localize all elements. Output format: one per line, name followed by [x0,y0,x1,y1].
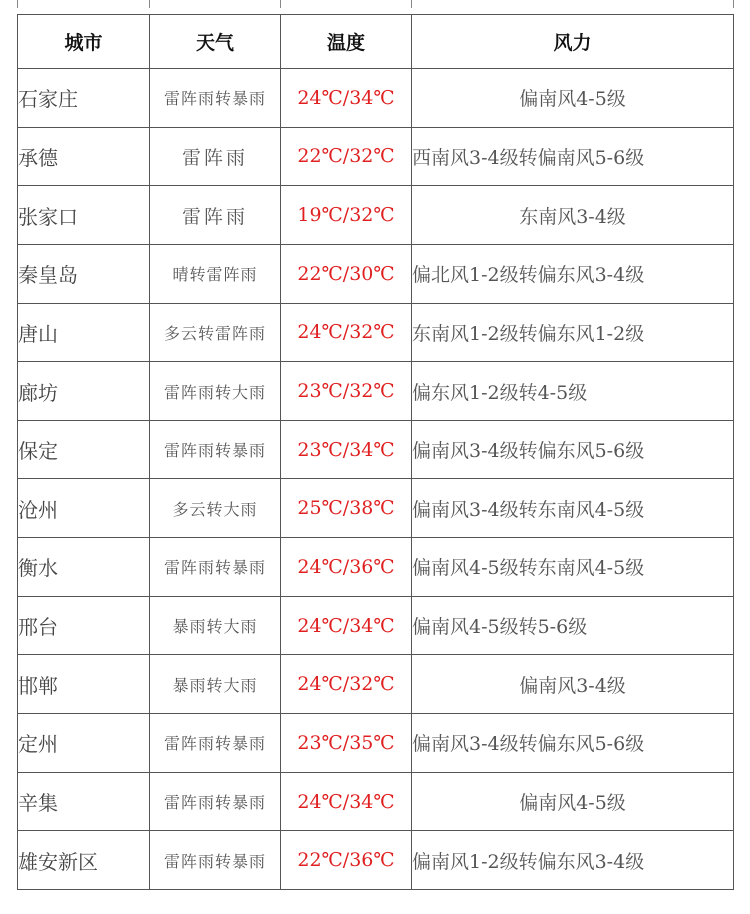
table-row [18,244,734,303]
weather-cell: 多云转雷阵雨 [150,303,281,362]
temperature-cell: 25℃/38℃ [281,479,412,538]
wind-cell: 偏南风4-5级 [412,69,734,128]
wind-cell: 偏南风4-5级转5-6级 [412,596,734,655]
city-cell: 唐山 [18,303,150,362]
wind-cell: 偏南风4-5级转东南风4-5级 [412,538,734,597]
table-row [18,420,734,479]
table-row [18,772,734,831]
weather-cell: 雷阵雨 [150,127,281,186]
header-wind: 风力 [412,15,734,69]
temperature-cell: 24℃/32℃ [281,303,412,362]
city-cell: 沧州 [18,479,150,538]
table-row [18,655,734,714]
previous-table-edge [0,0,750,14]
wind-cell: 偏南风3-4级转东南风4-5级 [412,479,734,538]
table-header-row [18,15,734,69]
city-cell: 定州 [18,714,150,773]
weather-cell: 雷阵雨转暴雨 [150,538,281,597]
weather-cell: 雷阵雨 [150,186,281,245]
wind-cell: 偏南风3-4级转偏东风5-6级 [412,714,734,773]
weather-cell: 暴雨转大雨 [150,596,281,655]
weather-cell: 雷阵雨转暴雨 [150,714,281,773]
city-cell: 秦皇岛 [18,244,150,303]
header-weather: 天气 [150,15,281,69]
city-cell: 邢台 [18,596,150,655]
table-row [18,127,734,186]
wind-cell: 偏南风3-4级转偏东风5-6级 [412,420,734,479]
weather-cell: 雷阵雨转暴雨 [150,69,281,128]
wind-cell: 偏南风4-5级 [412,772,734,831]
city-cell: 张家口 [18,186,150,245]
temperature-cell: 22℃/32℃ [281,127,412,186]
weather-cell: 雷阵雨转暴雨 [150,831,281,890]
table-row [18,596,734,655]
weather-cell: 雷阵雨转暴雨 [150,772,281,831]
temperature-cell: 19℃/32℃ [281,186,412,245]
table-row [18,186,734,245]
weather-cell: 雷阵雨转大雨 [150,362,281,421]
city-cell: 石家庄 [18,69,150,128]
weather-cell: 多云转大雨 [150,479,281,538]
wind-cell: 西南风3-4级转偏南风5-6级 [412,127,734,186]
wind-cell: 偏南风3-4级 [412,655,734,714]
temperature-cell: 23℃/34℃ [281,420,412,479]
city-cell: 承德 [18,127,150,186]
weather-cell: 暴雨转大雨 [150,655,281,714]
city-cell: 保定 [18,420,150,479]
temperature-cell: 23℃/35℃ [281,714,412,773]
city-cell: 邯郸 [18,655,150,714]
wind-cell: 偏南风1-2级转偏东风3-4级 [412,831,734,890]
table-row [18,714,734,773]
header-city: 城市 [18,15,150,69]
temperature-cell: 23℃/32℃ [281,362,412,421]
city-cell: 衡水 [18,538,150,597]
table-row [18,831,734,890]
weather-cell: 晴转雷阵雨 [150,244,281,303]
temperature-cell: 22℃/36℃ [281,831,412,890]
temperature-cell: 24℃/34℃ [281,772,412,831]
temperature-cell: 24℃/36℃ [281,538,412,597]
header-temperature: 温度 [281,15,412,69]
table-row [18,69,734,128]
wind-cell: 东南风3-4级 [412,186,734,245]
table-row [18,362,734,421]
wind-cell: 偏北风1-2级转偏东风3-4级 [412,244,734,303]
temperature-cell: 24℃/34℃ [281,69,412,128]
weather-cell: 雷阵雨转暴雨 [150,420,281,479]
table-row [18,538,734,597]
table-row [18,303,734,362]
temperature-cell: 22℃/30℃ [281,244,412,303]
weather-forecast-table [17,14,734,890]
temperature-cell: 24℃/32℃ [281,655,412,714]
city-cell: 辛集 [18,772,150,831]
table-row [18,479,734,538]
temperature-cell: 24℃/34℃ [281,596,412,655]
wind-cell: 东南风1-2级转偏东风1-2级 [412,303,734,362]
wind-cell: 偏东风1-2级转4-5级 [412,362,734,421]
city-cell: 廊坊 [18,362,150,421]
city-cell: 雄安新区 [18,831,150,890]
